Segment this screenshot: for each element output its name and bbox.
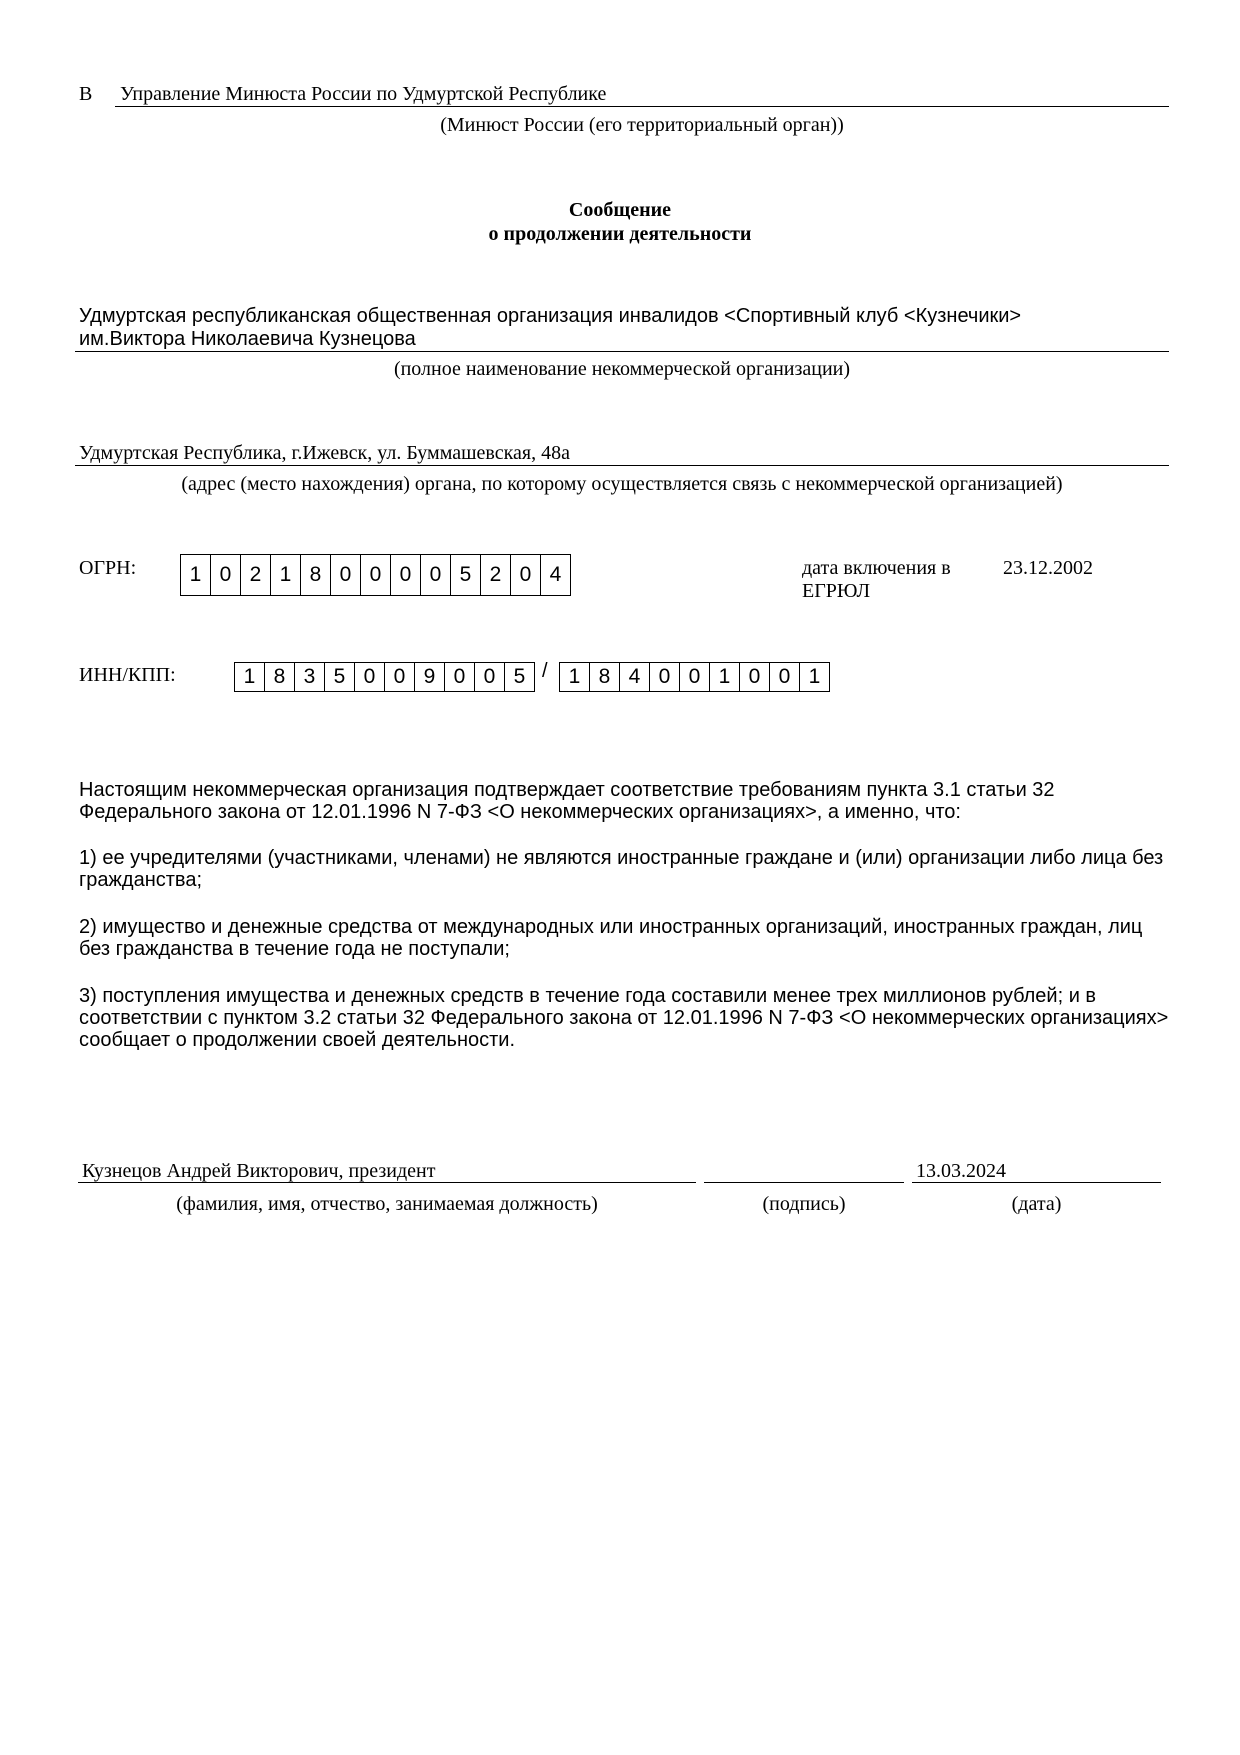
ogrn-digit: 0: [360, 554, 391, 596]
ogrn-digit: 0: [210, 554, 241, 596]
ogrn-digit: 8: [300, 554, 331, 596]
egrul-date-label-line1: дата включения в: [802, 557, 951, 579]
kpp-digit: 1: [559, 662, 590, 692]
organization-address-caption: (адрес (место нахождения) органа, по которому осуществляется связь с некоммерческой организацией): [181, 473, 1063, 495]
organization-address: Удмуртская Республика, г.Ижевск, ул. Буммашевская, 48а: [79, 442, 570, 464]
signatory-name: Кузнецов Андрей Викторович, президент: [82, 1160, 436, 1182]
egrul-date-value: 23.12.2002: [1003, 557, 1093, 579]
inn-digit: 0: [444, 662, 475, 692]
organization-name-underline: [75, 351, 1169, 352]
inn-kpp-separator: /: [542, 660, 548, 682]
ogrn-label: ОГРН:: [79, 557, 137, 579]
signature-caption: (подпись): [762, 1193, 846, 1215]
ogrn-digit: 5: [450, 554, 481, 596]
body-item-1: 1) ее учредителями (участниками, членами) не являются иностранные граждане и (или) организации либо лица без гражданства;: [79, 847, 1164, 891]
signatory-name-caption: (фамилия, имя, отчество, занимаемая должность): [176, 1193, 598, 1215]
inn-digit: 5: [324, 662, 355, 692]
ogrn-digit: 0: [330, 554, 361, 596]
kpp-digit: 0: [649, 662, 680, 692]
recipient-name: Управление Минюста России по Удмуртской Республике: [120, 83, 607, 105]
inn-digit: 8: [264, 662, 295, 692]
document-subtitle: о продолжении деятельности: [488, 223, 752, 245]
recipient-prefix: В: [79, 83, 93, 105]
ogrn-digit: 4: [540, 554, 571, 596]
signature-date-caption: (дата): [1011, 1193, 1062, 1215]
organization-name-line1: Удмуртская республиканская общественная организация инвалидов <Спортивный клуб <Кузнечики>: [79, 305, 1022, 327]
inn-digit: 3: [294, 662, 325, 692]
inn-digit-boxes: [234, 662, 535, 692]
kpp-digit: 4: [619, 662, 650, 692]
kpp-digit: 8: [589, 662, 620, 692]
ogrn-digit: 2: [240, 554, 271, 596]
document-title: Сообщение: [568, 199, 672, 221]
kpp-digit-boxes: [559, 662, 830, 692]
kpp-digit: 1: [709, 662, 740, 692]
signature-underline: [704, 1182, 904, 1183]
inn-digit: 0: [384, 662, 415, 692]
ogrn-digit: 0: [510, 554, 541, 596]
inn-digit: 1: [234, 662, 265, 692]
recipient-caption: (Минюст России (его территориальный орган)): [440, 114, 844, 136]
kpp-digit: 0: [679, 662, 710, 692]
signature-date-underline: [912, 1182, 1161, 1183]
inn-digit: 5: [504, 662, 535, 692]
body-intro: Настоящим некоммерческая организация подтверждает соответствие требованиям пункта 3.1 статьи 32 Федерального закона от 12.01.1996 N 7-ФЗ <О некоммерческих организациях>, а именно, что:: [79, 779, 1055, 823]
kpp-digit: 0: [739, 662, 770, 692]
ogrn-digit: 0: [390, 554, 421, 596]
signatory-name-underline: [78, 1182, 696, 1183]
ogrn-digit: 0: [420, 554, 451, 596]
recipient-underline: [115, 106, 1169, 107]
body-item-3: 3) поступления имущества и денежных средств в течение года составили менее трех миллионов рублей; и в соответствии с пунктом 3.2 статьи 32 Федерального закона от 12.01.1996 N 7-ФЗ <О некоммерческих организациях> сообщает о продолжении своей деятельности.: [79, 985, 1169, 1051]
inn-digit: 0: [354, 662, 385, 692]
ogrn-digit-boxes: [180, 554, 571, 598]
organization-name-line2: им.Виктора Николаевича Кузнецова: [79, 328, 416, 350]
ogrn-digit: 1: [270, 554, 301, 596]
kpp-digit: 1: [799, 662, 830, 692]
body-item-2: 2) имущество и денежные средства от международных или иностранных организаций, иностранных граждан, лиц без гражданства в течение года не поступали;: [79, 916, 1143, 960]
inn-kpp-label: ИНН/КПП:: [79, 664, 176, 686]
kpp-digit: 0: [769, 662, 800, 692]
organization-address-underline: [75, 465, 1169, 466]
inn-digit: 0: [474, 662, 505, 692]
egrul-date-label-line2: ЕГРЮЛ: [802, 580, 871, 602]
ogrn-digit: 1: [180, 554, 211, 596]
organization-name-caption: (полное наименование некоммерческой организации): [393, 358, 851, 380]
ogrn-digit: 2: [480, 554, 511, 596]
inn-digit: 9: [414, 662, 445, 692]
signature-date: 13.03.2024: [916, 1160, 1006, 1182]
